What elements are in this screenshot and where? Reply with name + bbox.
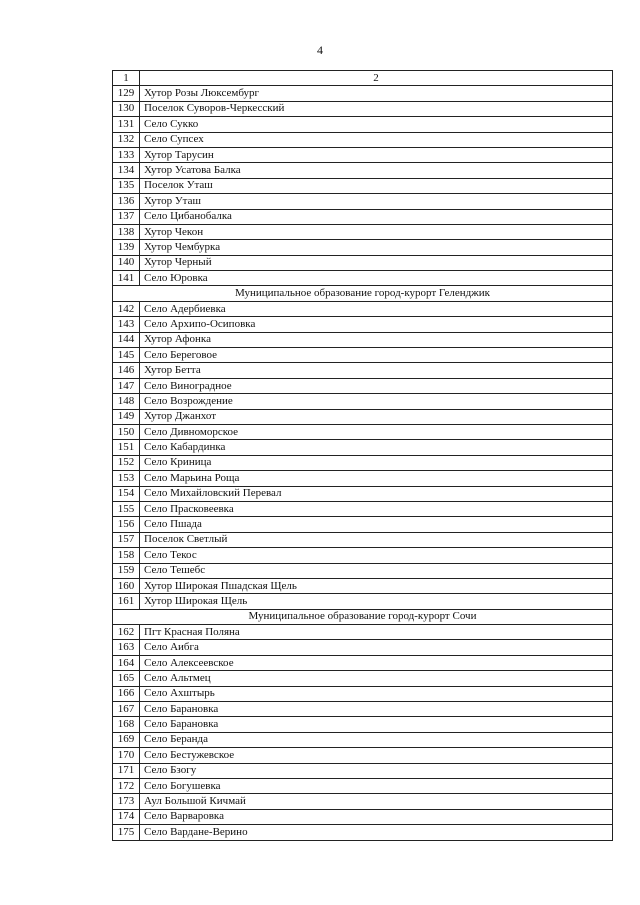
table-row xyxy=(113,440,613,455)
section-header-row xyxy=(113,286,613,301)
row-number: 175 xyxy=(113,825,140,840)
row-number: 144 xyxy=(113,332,140,347)
row-number: 145 xyxy=(113,348,140,363)
table-row xyxy=(113,363,613,378)
row-number: 161 xyxy=(113,594,140,609)
table-row xyxy=(113,317,613,332)
table-row xyxy=(113,471,613,486)
table-row xyxy=(113,778,613,793)
row-number: 132 xyxy=(113,132,140,147)
row-number: 142 xyxy=(113,301,140,316)
settlement-name: Село Юровка xyxy=(140,271,613,286)
row-number: 134 xyxy=(113,163,140,178)
table-row xyxy=(113,625,613,640)
settlement-name: Село Барановка xyxy=(140,717,613,732)
settlement-name: Село Аибга xyxy=(140,640,613,655)
table-header-row xyxy=(113,71,613,86)
row-number: 150 xyxy=(113,424,140,439)
row-number: 149 xyxy=(113,409,140,424)
table-row xyxy=(113,732,613,747)
settlement-name: Село Криница xyxy=(140,455,613,470)
row-number: 174 xyxy=(113,809,140,824)
row-number: 146 xyxy=(113,363,140,378)
row-number: 167 xyxy=(113,702,140,717)
table-row xyxy=(113,671,613,686)
table-row xyxy=(113,702,613,717)
row-number: 130 xyxy=(113,101,140,116)
settlement-name: Хутор Усатова Балка xyxy=(140,163,613,178)
table-row xyxy=(113,640,613,655)
settlement-name: Хутор Широкая Пшадская Щель xyxy=(140,578,613,593)
settlement-name: Село Беранда xyxy=(140,732,613,747)
settlement-name: Хутор Тарусин xyxy=(140,147,613,162)
row-number: 140 xyxy=(113,255,140,270)
row-number: 158 xyxy=(113,548,140,563)
table-row xyxy=(113,717,613,732)
settlement-name: Село Сукко xyxy=(140,117,613,132)
settlement-name: Село Кабардинка xyxy=(140,440,613,455)
settlement-name: Село Альтмец xyxy=(140,671,613,686)
settlement-name: Село Текос xyxy=(140,548,613,563)
table-row xyxy=(113,548,613,563)
settlement-name: Село Дивноморское xyxy=(140,424,613,439)
settlement-name: Село Вардане-Верино xyxy=(140,825,613,840)
row-number: 156 xyxy=(113,517,140,532)
table-row xyxy=(113,825,613,840)
settlement-name: Село Алексеевское xyxy=(140,655,613,670)
table-row xyxy=(113,117,613,132)
row-number: 141 xyxy=(113,271,140,286)
settlement-name: Село Возрождение xyxy=(140,394,613,409)
row-number: 170 xyxy=(113,748,140,763)
table-row xyxy=(113,563,613,578)
row-number: 157 xyxy=(113,532,140,547)
settlement-name: Село Береговое xyxy=(140,348,613,363)
table-row xyxy=(113,424,613,439)
settlement-name: Село Марьина Роща xyxy=(140,471,613,486)
settlement-name: Село Богушевка xyxy=(140,778,613,793)
settlement-name: Село Архипо-Осиповка xyxy=(140,317,613,332)
header-col-name: 2 xyxy=(140,71,613,86)
table-row xyxy=(113,147,613,162)
row-number: 135 xyxy=(113,178,140,193)
row-number: 155 xyxy=(113,501,140,516)
settlement-name: Поселок Светлый xyxy=(140,532,613,547)
settlement-name: Село Прасковеевка xyxy=(140,501,613,516)
table-row xyxy=(113,348,613,363)
section-title: Муниципальное образование город-курорт Геленджик xyxy=(113,286,613,301)
settlement-name: Село Цибанобалка xyxy=(140,209,613,224)
table-row xyxy=(113,486,613,501)
row-number: 172 xyxy=(113,778,140,793)
settlement-name: Село Супсех xyxy=(140,132,613,147)
table-row xyxy=(113,194,613,209)
settlement-name: Поселок Суворов-Черкесский xyxy=(140,101,613,116)
settlement-name: Хутор Широкая Щель xyxy=(140,594,613,609)
row-number: 166 xyxy=(113,686,140,701)
settlement-name: Хутор Бетта xyxy=(140,363,613,378)
table-row xyxy=(113,394,613,409)
settlement-name: Село Барановка xyxy=(140,702,613,717)
table-row xyxy=(113,240,613,255)
row-number: 171 xyxy=(113,763,140,778)
row-number: 163 xyxy=(113,640,140,655)
table-row xyxy=(113,271,613,286)
table-row xyxy=(113,86,613,101)
settlement-name: Село Ахштырь xyxy=(140,686,613,701)
row-number: 152 xyxy=(113,455,140,470)
table-row xyxy=(113,794,613,809)
settlement-name: Село Бестужевское xyxy=(140,748,613,763)
row-number: 147 xyxy=(113,378,140,393)
row-number: 162 xyxy=(113,625,140,640)
row-number: 153 xyxy=(113,471,140,486)
table-row xyxy=(113,517,613,532)
settlement-name: Хутор Розы Люксембург xyxy=(140,86,613,101)
settlement-name: Село Михайловский Перевал xyxy=(140,486,613,501)
row-number: 138 xyxy=(113,224,140,239)
settlement-name: Село Виноградное xyxy=(140,378,613,393)
table-body xyxy=(113,71,613,841)
settlement-name: Хутор Уташ xyxy=(140,194,613,209)
table-row xyxy=(113,655,613,670)
row-number: 143 xyxy=(113,317,140,332)
row-number: 151 xyxy=(113,440,140,455)
row-number: 133 xyxy=(113,147,140,162)
table-row xyxy=(113,409,613,424)
section-header-row xyxy=(113,609,613,624)
table-row xyxy=(113,532,613,547)
settlement-name: Село Пшада xyxy=(140,517,613,532)
settlement-name: Хутор Чембурка xyxy=(140,240,613,255)
row-number: 139 xyxy=(113,240,140,255)
table-row xyxy=(113,255,613,270)
table-row xyxy=(113,578,613,593)
settlement-name: Хутор Чекон xyxy=(140,224,613,239)
settlement-name: Хутор Джанхот xyxy=(140,409,613,424)
settlement-name: Село Бзогу xyxy=(140,763,613,778)
row-number: 173 xyxy=(113,794,140,809)
table-row xyxy=(113,101,613,116)
row-number: 148 xyxy=(113,394,140,409)
table-row xyxy=(113,332,613,347)
row-number: 165 xyxy=(113,671,140,686)
settlement-name: Аул Большой Кичмай xyxy=(140,794,613,809)
table-row xyxy=(113,378,613,393)
row-number: 154 xyxy=(113,486,140,501)
table-row xyxy=(113,301,613,316)
settlement-name: Хутор Черный xyxy=(140,255,613,270)
settlement-name: Поселок Уташ xyxy=(140,178,613,193)
table-row xyxy=(113,455,613,470)
table-row xyxy=(113,178,613,193)
row-number: 137 xyxy=(113,209,140,224)
row-number: 136 xyxy=(113,194,140,209)
row-number: 159 xyxy=(113,563,140,578)
settlement-name: Село Тешебс xyxy=(140,563,613,578)
table-row xyxy=(113,686,613,701)
table-row xyxy=(113,501,613,516)
row-number: 168 xyxy=(113,717,140,732)
table-row xyxy=(113,224,613,239)
table-row xyxy=(113,209,613,224)
settlement-name: Пгт Красная Поляна xyxy=(140,625,613,640)
table-row xyxy=(113,809,613,824)
table-row xyxy=(113,748,613,763)
table-row xyxy=(113,594,613,609)
settlement-name: Село Адербиевка xyxy=(140,301,613,316)
settlement-name: Хутор Афонка xyxy=(140,332,613,347)
page-number: 4 xyxy=(317,43,323,57)
row-number: 131 xyxy=(113,117,140,132)
section-title: Муниципальное образование город-курорт Сочи xyxy=(113,609,613,624)
row-number: 129 xyxy=(113,86,140,101)
row-number: 160 xyxy=(113,578,140,593)
header-col-number: 1 xyxy=(113,71,140,86)
table-row xyxy=(113,132,613,147)
row-number: 169 xyxy=(113,732,140,747)
settlement-name: Село Варваровка xyxy=(140,809,613,824)
row-number: 164 xyxy=(113,655,140,670)
settlements-table xyxy=(112,70,613,841)
table-row xyxy=(113,163,613,178)
table-row xyxy=(113,763,613,778)
